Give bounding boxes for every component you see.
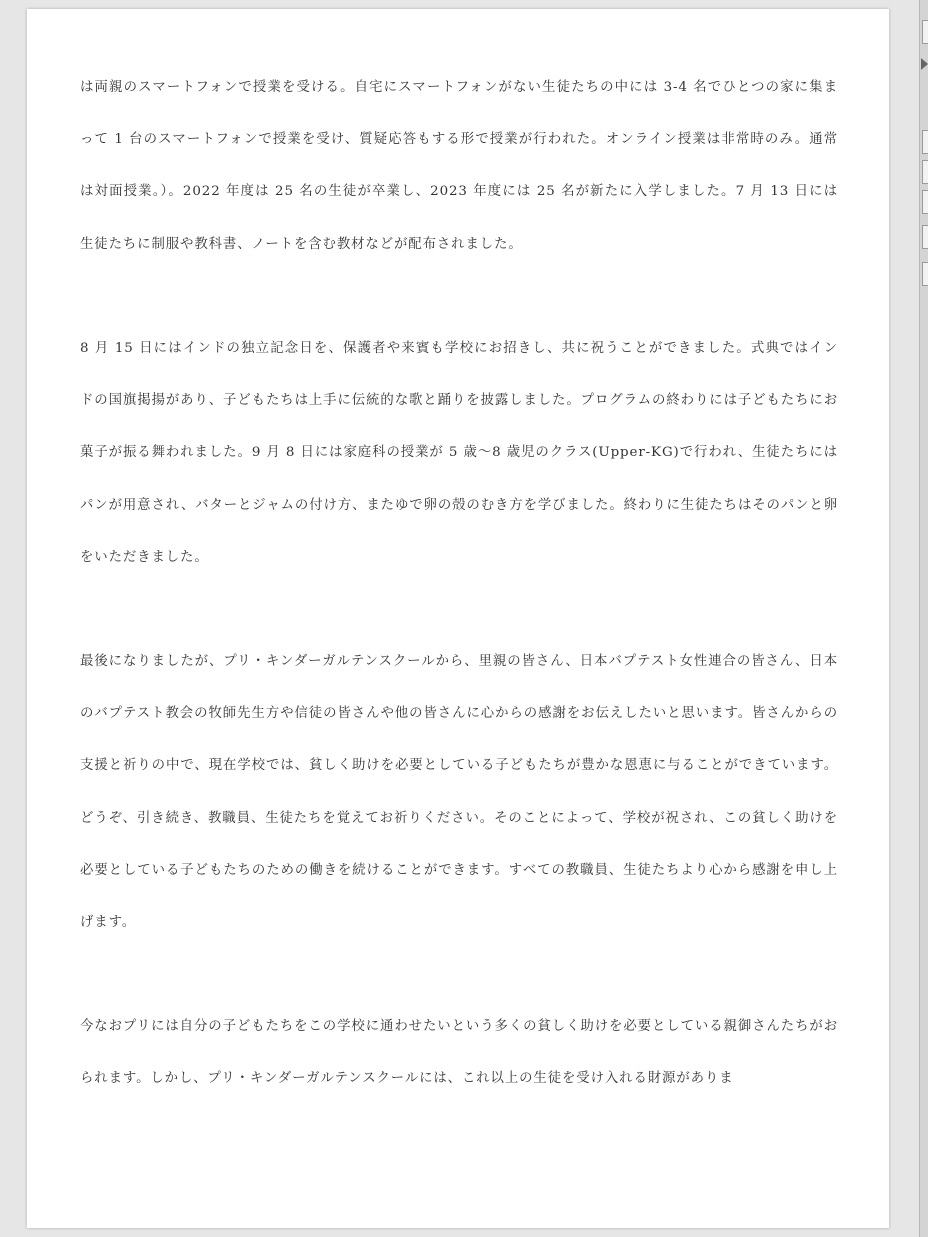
side-panel-tab[interactable] <box>922 262 928 286</box>
paragraph-independence-day: 8 月 15 日にはインドの独立記念日を、保護者や来賓も学校にお招きし、共に祝うことができました。式典ではインドの国旗掲揚があり、子どもたちは上手に伝統的な歌と踊りを披露しました。プログラムの終わりには子どもたちにお菓子が振る舞われました。9 月 8 日には家庭科の授業が 5 歳〜8 歳児のクラス(Upper-KG)で行われ、生徒たちにはパンが用意され、バターとジャムの付け方、またゆで卵の殻のむき方を学びました。終わりに生徒たちはそのパンと卵をいただきました。 <box>80 341 838 565</box>
side-panel-tab[interactable] <box>922 160 928 184</box>
document-page <box>27 9 889 1228</box>
paragraph-thanks: 最後になりましたが、プリ・キンダーガルテンスクールから、里親の皆さん、日本バプテスト女性連合の皆さん、日本のバプテスト教会の牧師先生方や信徒の皆さんや他の皆さんに心からの感謝をお伝えしたいと思います。皆さんからの支援と祈りの中で、現在学校では、貧しく助けを必要としている子どもたちが豊かな恩恵に与ることができています。どうぞ、引き続き、教職員、生徒たちを覚えてお祈りください。そのことによって、学校が祝され、この貧しく助けを必要としている子どもたちのための働きを続けることができます。すべての教職員、生徒たちより心から感謝を申し上げます。 <box>80 654 838 931</box>
expand-arrow-icon[interactable] <box>921 58 928 70</box>
paragraph-funding-need: 今なおプリには自分の子どもたちをこの学校に通わせたいという多くの貧しく助けを必要としている親御さんたちがおられます。しかし、プリ・キンダーガルテンスクールには、これ以上の生徒を受け入れる財源がありま <box>80 1019 838 1087</box>
side-panel-tab[interactable] <box>922 225 928 249</box>
side-panel-tab[interactable] <box>922 190 928 214</box>
paragraph-online-classes: は両親のスマートフォンで授業を受ける。自宅にスマートフォンがない生徒たちの中には 3-4 名でひとつの家に集まって 1 台のスマートフォンで授業を受け、質疑応答もする形で授業が行われた。オンライン授業は非常時のみ。通常は対面授業。）。2022 年度は 25 名の生徒が卒業し、2023 年度には 25 名が新たに入学しました。7 月 13 日には生徒たちに制服や教科書、ノートを含む教材などが配布されました。 <box>80 80 838 252</box>
side-panel-tab[interactable] <box>922 130 928 154</box>
side-panel-tab[interactable] <box>922 20 928 44</box>
side-panel[interactable] <box>919 0 928 1237</box>
